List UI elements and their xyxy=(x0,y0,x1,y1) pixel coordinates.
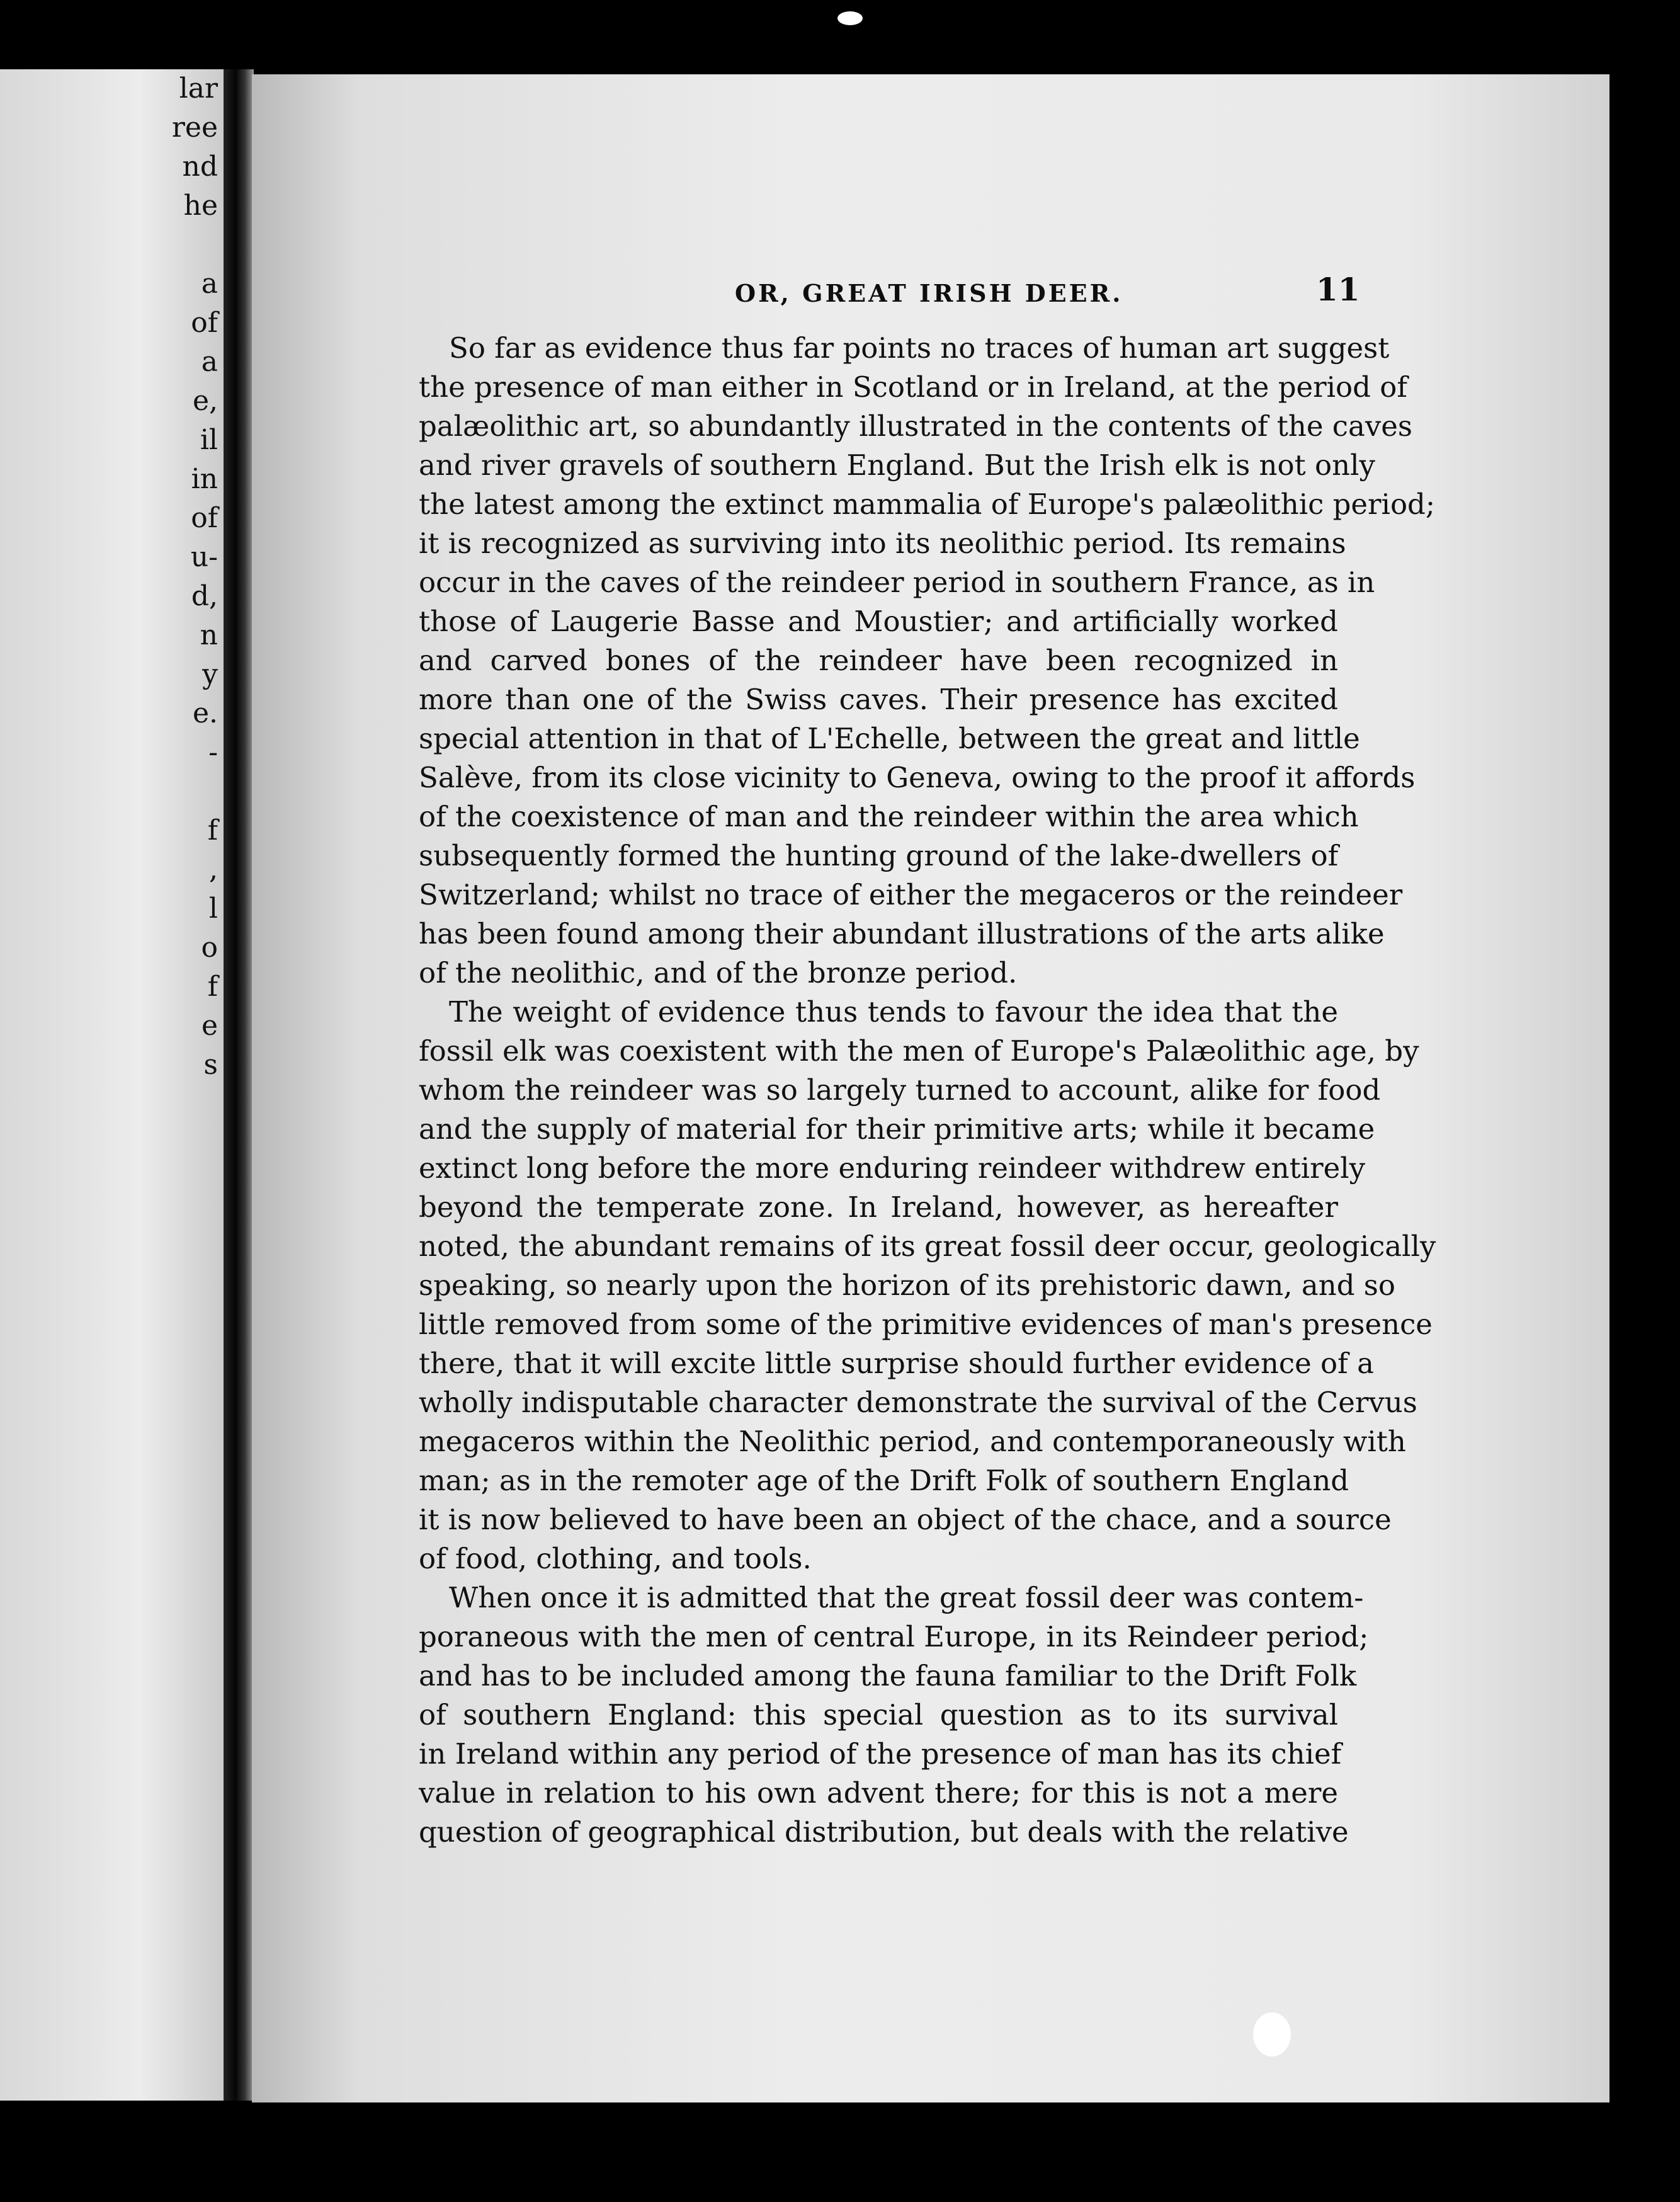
facing-page-fragment: he xyxy=(183,190,218,222)
facing-page-fragment: , xyxy=(209,853,218,886)
text-line: palæolithic art, so abundantly illustrated in the contents of the caves xyxy=(419,409,1412,443)
facing-page-fragment: l xyxy=(208,893,218,925)
facing-page-fragment: a xyxy=(201,268,218,300)
text-line: subsequently formed the hunting ground of the lake-dwellers of xyxy=(419,839,1339,872)
paragraph xyxy=(419,993,1436,1578)
text-line: megaceros within the Neolithic period, and contemporaneously with xyxy=(419,1425,1406,1458)
facing-page-fragment: of xyxy=(191,307,218,339)
facing-page-fragment: e. xyxy=(192,697,218,729)
text-line: it is now believed to have been an object of the chace, and a source xyxy=(419,1503,1392,1536)
text-line: in Ireland within any period of the presence of man has its chief xyxy=(419,1737,1342,1771)
text-line: noted, the abundant remains of its great fossil deer occur, geologically xyxy=(419,1229,1436,1263)
facing-page-fragment: u- xyxy=(190,541,218,573)
text-line: Switzerland; whilst no trace of either the megaceros or the reindeer xyxy=(419,878,1403,911)
facing-page-fragment: n xyxy=(200,619,218,651)
page-number: 11 xyxy=(1316,271,1360,308)
text-line: poraneous with the men of central Europe, in its Reindeer period; xyxy=(419,1620,1369,1653)
text-line: speaking, so nearly upon the horizon of its prehistoric dawn, and so xyxy=(419,1269,1395,1302)
facing-page-fragment: f xyxy=(207,971,218,1003)
facing-page-fragment xyxy=(142,772,218,811)
text-line: and has to be included among the fauna familiar to the Drift Folk xyxy=(419,1659,1357,1692)
facing-page-fragment: lar xyxy=(179,72,218,105)
text-line: man; as in the remoter age of the Drift Folk of southern England xyxy=(419,1464,1349,1497)
text-line: special attention in that of L'Echelle, between the great and little xyxy=(419,722,1360,755)
text-line: of the coexistence of man and the reindeer within the area which xyxy=(419,800,1359,833)
text-line: occur in the caves of the reindeer period in southern France, as in xyxy=(419,566,1375,599)
text-line: and the supply of material for their primitive arts; while it became xyxy=(419,1112,1375,1146)
text-line: whom the reindeer was so largely turned to account, alike for food xyxy=(419,1073,1381,1107)
book-gutter xyxy=(224,69,254,2101)
text-line: The weight of evidence thus tends to favour the idea that the xyxy=(449,995,1338,1029)
facing-page-fragment: - xyxy=(208,736,218,768)
text-line: When once it is admitted that the great fossil deer was contem- xyxy=(449,1581,1364,1614)
text-line: question of geographical distribution, but deals with the relative xyxy=(419,1815,1349,1849)
text-line: of the neolithic, and of the bronze period. xyxy=(419,956,1018,990)
facing-page-fragment: y xyxy=(202,658,218,690)
body-text xyxy=(419,329,1436,1852)
scan-speck xyxy=(1253,2012,1291,2057)
text-line: beyond the temperate zone. In Ireland, however, as hereafter xyxy=(419,1190,1338,1224)
scan-speck xyxy=(837,11,863,25)
paragraph xyxy=(419,329,1436,993)
text-line: and river gravels of southern England. But the Irish elk is not only xyxy=(419,448,1375,482)
facing-page-fragment xyxy=(142,225,218,265)
text-line: fossil elk was coexistent with the men of Europe's Palæolithic age, by xyxy=(419,1034,1419,1068)
facing-page-fragment: o xyxy=(201,932,218,964)
text-line: extinct long before the more enduring reindeer withdrew entirely xyxy=(419,1151,1366,1185)
facing-page-fragment: d, xyxy=(191,580,218,612)
facing-page-fragment: e, xyxy=(192,385,218,417)
facing-page-fragment: of xyxy=(191,502,218,534)
text-line: wholly indisputable character demonstrate the survival of the Cervus xyxy=(419,1386,1417,1419)
text-line: of southern England: this special question as to its survival xyxy=(419,1698,1338,1731)
text-line: Salève, from its close vicinity to Geneva, owing to the proof it affords xyxy=(419,761,1416,794)
facing-page-fragment: il xyxy=(200,424,218,456)
text-line: and carved bones of the reindeer have been recognized in xyxy=(419,644,1338,677)
text-line: value in relation to his own advent there; for this is not a mere xyxy=(419,1776,1338,1810)
facing-page-fragment: e xyxy=(201,1010,218,1042)
facing-page-fragment: in xyxy=(191,463,218,495)
facing-page-fragment: a xyxy=(201,346,218,378)
text-line: has been found among their abundant illustrations of the arts alike xyxy=(419,917,1385,950)
text-line: of food, clothing, and tools. xyxy=(419,1542,812,1575)
text-line: So far as evidence thus far points no traces of human art suggest xyxy=(449,331,1390,365)
facing-page-edge xyxy=(0,69,233,2101)
text-line: there, that it will excite little surprise should further evidence of a xyxy=(419,1347,1374,1380)
running-head: OR, GREAT IRISH DEER. xyxy=(735,279,1123,307)
text-line: more than one of the Swiss caves. Their presence has excited xyxy=(419,683,1338,716)
text-line: the latest among the extinct mammalia of Europe's palæolithic period; xyxy=(419,488,1436,521)
facing-page-fragment: f xyxy=(207,814,218,847)
facing-page-fragment: nd xyxy=(182,151,218,183)
facing-page-fragment: s xyxy=(203,1049,218,1081)
paragraph xyxy=(419,1578,1369,1852)
text-line: it is recognized as surviving into its neolithic period. Its remains xyxy=(419,527,1346,560)
text-line: the presence of man either in Scotland or in Ireland, at the period of xyxy=(419,370,1407,404)
facing-page-fragment: ree xyxy=(171,111,218,144)
text-line: little removed from some of the primitive evidences of man's presence xyxy=(419,1308,1433,1341)
text-line: those of Laugerie Basse and Moustier; and artificially worked xyxy=(419,605,1338,638)
facing-page-text-fragments xyxy=(142,69,218,1085)
